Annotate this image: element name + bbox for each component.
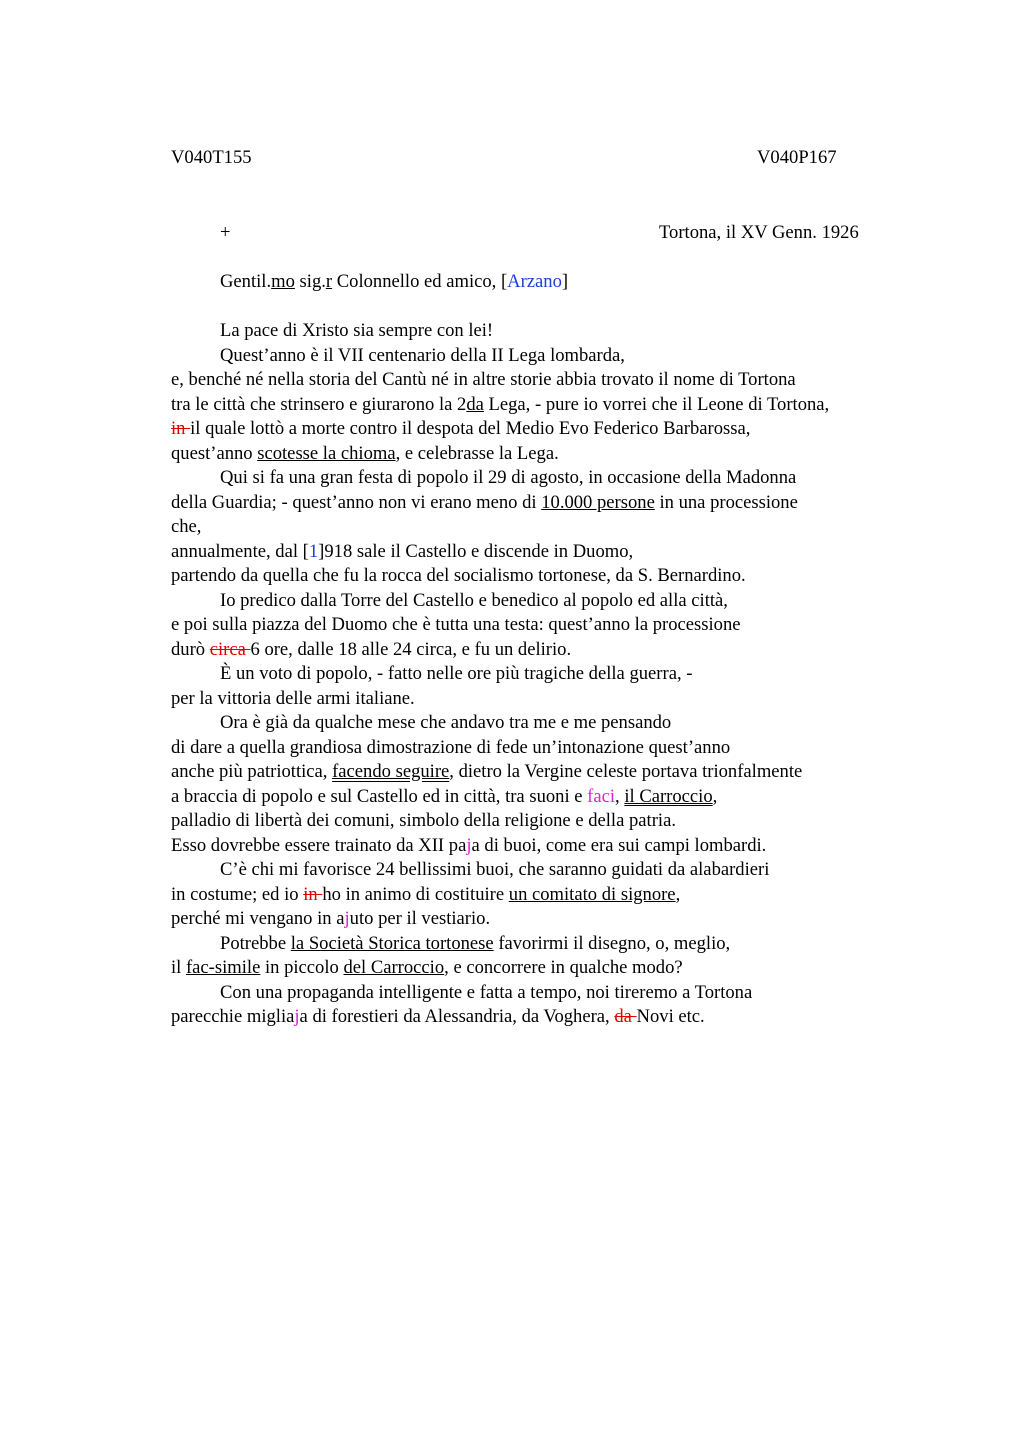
text-line [171,442,931,467]
text-span: per la vittoria delle armi italiane. [171,687,415,709]
text-line [171,589,931,614]
corrected-text: j [466,834,472,856]
text-span: Esso dovrebbe essere trainato da XII pa [171,834,467,856]
salutation-part: ] [561,271,569,292]
text-span: quest’anno [171,442,258,464]
text-span: annualmente, dal [ [171,540,309,562]
text-line [171,393,931,418]
text-span: Quest’anno è il VII centenario della II Lega lombarda, [220,344,625,366]
place-date: Tortona, il XV Genn. 1926 [659,222,859,243]
text-span: e, benché né nella storia del Cantù né in altre storie abbia trovato il nome di Tortona [171,369,796,390]
text-line [171,417,931,442]
letter-body [171,319,931,1030]
text-line [171,711,931,736]
text-line [171,736,931,761]
text-span: a di buoi, come era sui campi lombardi. [471,834,767,856]
text-span: Io predico dalla Torre del Castello e benedico al popolo ed alla città, [220,589,728,611]
text-line [171,515,931,540]
text-line [171,564,931,589]
text-span: , [712,785,718,807]
text-line [171,809,931,834]
text-line [171,638,931,663]
text-span: uto per il vestiario. [349,908,491,929]
header-right-code: V040P167 [757,147,837,168]
text-span: palladio di libertà dei comuni, simbolo della religione e della patria. [171,810,676,831]
text-span: perché mi vengano in a [171,908,345,929]
text-span: tra le città che strinsero e giurarono la 2 [171,393,467,415]
deleted-text: circa [209,638,251,660]
text-span: , e concorrere in qualche modo? [444,957,683,978]
text-span: Potrebbe [220,932,291,954]
underlined-text: del Carroccio [343,957,445,978]
text-line [171,981,931,1006]
double-underlined-text: facendo seguire [332,761,450,782]
text-span: favorirmi il disegno, o, meglio, [493,932,731,954]
salutation-superscript: r [325,271,333,292]
salutation-part: sig. [294,271,326,292]
underlined-text: fac-simile [185,957,261,978]
deleted-text: da [614,1006,637,1027]
salutation-part: Colonnello ed amico, [ [332,271,508,292]
text-line [171,907,931,932]
corrected-text: faci [587,785,616,807]
deleted-text: in [303,883,323,905]
corrected-text: j [294,1006,300,1027]
text-line [171,540,931,565]
text-span: La pace di Xristo sia sempre con lei! [220,320,494,341]
text-line [171,834,931,859]
text-span: in una processione [654,491,798,513]
underlined-text: da [466,393,484,415]
text-span: Lega, - pure io vorrei che il Leone di Tortona, [483,393,830,415]
text-span: Qui si fa una gran festa di popolo il 29 di agosto, in occasione della Madonna [220,467,797,488]
cross-mark: + [220,222,231,243]
text-span: che, [171,516,202,537]
text-span: 6 ore, dalle 18 alle 24 circa, e fu un delirio. [250,638,572,660]
deleted-text: in [171,418,191,439]
underlined-text: 10.000 persone [541,491,655,513]
text-span: in costume; ed io [171,883,304,905]
text-line [171,344,931,369]
text-span: della Guardia; - quest’anno non vi erano meno di [171,491,542,513]
corrected-text: j [344,908,350,929]
salutation [220,270,568,294]
text-span: Con una propaganda intelligente e fatta a tempo, noi tireremo a Tortona [220,981,753,1003]
text-line [171,687,931,712]
text-line [171,932,931,957]
text-span: a di forestieri da Alessandria, da Voghera, [299,1006,615,1027]
text-span: e poi sulla piazza del Duomo che è tutta una testa: quest’anno la processione [171,614,741,635]
text-line [171,883,931,908]
text-line [171,956,931,981]
double-underlined-text: il Carroccio [624,785,713,807]
editorial-name-insert: Arzano [507,271,562,292]
text-span: , dietro la Vergine celeste portava trionfalmente [449,761,803,782]
text-span: ]918 sale il Castello e discende in Duomo, [318,540,634,562]
text-span: il quale lottò a morte contro il despota del Medio Evo Federico Barbarossa, [190,418,751,439]
text-span: di dare a quella grandiosa dimostrazione di fede un’intonazione quest’anno [171,736,731,758]
text-span: anche più patriottica, [171,761,333,782]
text-span: Ora è già da qualche mese che andavo tra me e me pensando [220,712,672,733]
text-line [171,466,931,491]
underlined-text: scotesse la chioma [257,442,396,464]
text-span: , [615,785,625,807]
text-span: parecchie miglia [171,1006,295,1027]
salutation-part: Gentil. [220,271,272,292]
text-span: C’è chi mi favorisce 24 bellissimi buoi, che saranno guidati da alabardieri [220,859,770,880]
text-span: È un voto di popolo, - fatto nelle ore più tragiche della guerra, - [220,663,693,684]
text-line [171,491,931,516]
text-line [171,1005,931,1030]
text-span: il [171,957,186,978]
text-span: partendo da quella che fu la rocca del socialismo tortonese, da S. Bernardino. [171,565,746,586]
text-line [171,785,931,810]
text-line [171,368,931,393]
text-line [171,760,931,785]
text-line [171,662,931,687]
text-line [171,613,931,638]
text-line [171,858,931,883]
text-span: in piccolo [260,957,344,978]
underlined-text: un comitato di signore [508,883,676,905]
text-span: Novi etc. [636,1006,705,1027]
header-left-code: V040T155 [171,147,252,168]
text-span: , e celebrasse la Lega. [395,442,559,464]
text-span: , [675,883,681,905]
editorial-insert: 1 [308,540,319,562]
text-span: a braccia di popolo e sul Castello ed in città, tra suoni e [171,785,588,807]
text-line [171,319,931,344]
text-span: durò [171,638,210,660]
underlined-text: la Società Storica tortonese [290,932,494,954]
salutation-superscript: mo [271,271,295,292]
text-span: ho in animo di costituire [322,883,509,905]
